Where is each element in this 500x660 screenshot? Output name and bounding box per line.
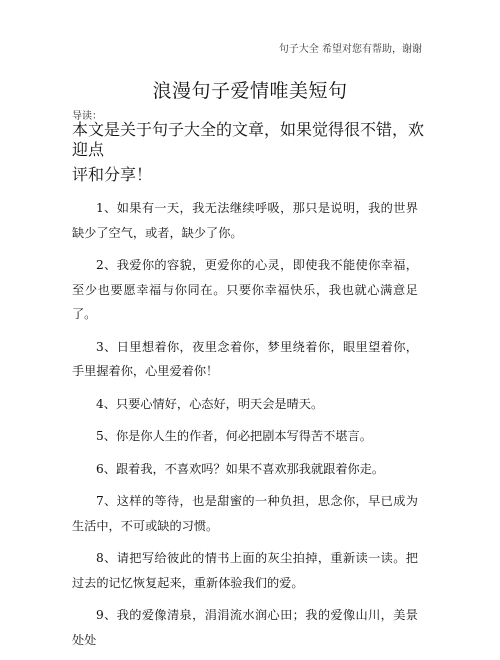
page-title: 浪漫句子爱情唯美短句 xyxy=(152,80,348,102)
list-item: 8、请把写给彼此的情书上面的灰尘拍掉，重新读一读。把过去的记忆恢复起来，重新体验我们的爱。 xyxy=(72,551,418,590)
share-text: 评和分享！ xyxy=(72,165,153,184)
sentence-list xyxy=(72,196,418,660)
list-item: 7、这样的等待，也是甜蜜的一种负担，思念你，早已成为生活中，不可或缺的习惯。 xyxy=(72,494,418,533)
header-note: 句子大全 希望对您有帮助，谢谢 xyxy=(278,44,422,55)
list-item: 3、日里想着你，夜里念着你，梦里绕着你，眼里望着你，手里握着你，心里爱着你！ xyxy=(72,339,418,378)
guide-label: 导读： xyxy=(72,111,102,122)
list-item: 1、如果有一天，我无法继续呼吸，那只是说明，我的世界缺少了空气，或者，缺少了你。 xyxy=(72,201,418,240)
list-item: 5、你是你人生的作者，何必把剧本写得苦不堪言。 xyxy=(96,429,372,443)
list-item: 4、只要心情好，心态好，明天会是晴天。 xyxy=(96,396,324,411)
intro-text: 本文是关于句子大全的文章，如果觉得很不错，欢迎点 xyxy=(72,120,425,159)
list-item: 2、我爱你的容貌，更爱你的心灵，即使我不能使你幸福，至少也要愿幸福与你同在。只要你幸福快乐，我也就心满意足了。 xyxy=(72,258,418,321)
list-item: 6、跟着我，不喜欢吗？如果不喜欢那我就跟着你走。 xyxy=(96,461,385,476)
list-item: 9、我的爱像清泉，涓涓流水润心田；我的爱像山川，美景处处 xyxy=(72,608,418,647)
